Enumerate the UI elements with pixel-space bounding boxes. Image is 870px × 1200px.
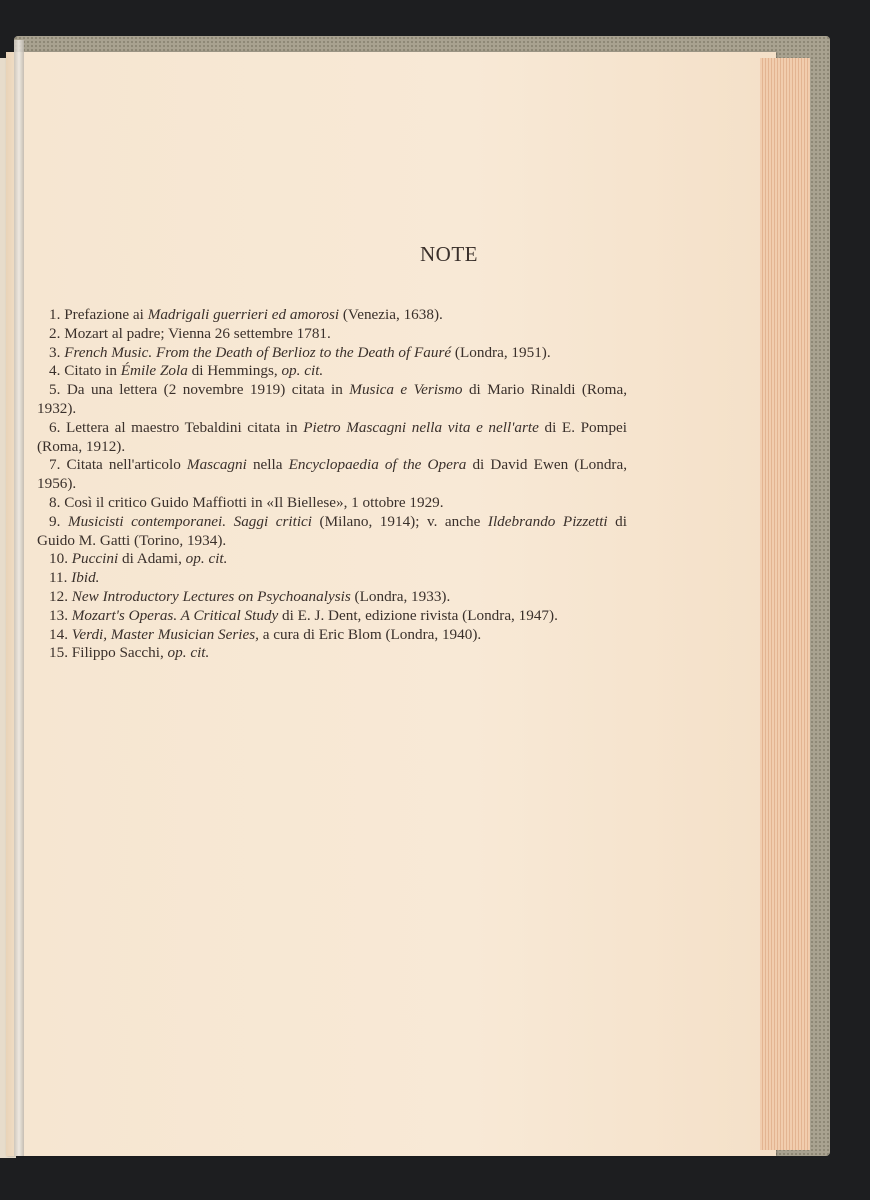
note-italic-text: Encyclopaedia of the Opera [288, 456, 467, 474]
note-item [37, 306, 627, 325]
note-number: 2. [49, 324, 65, 342]
note-italic-text: Musica e Verismo [349, 381, 463, 399]
note-item [37, 550, 627, 569]
note-number: 8. [49, 493, 65, 511]
note-item [37, 569, 627, 588]
note-number: 13. [49, 606, 72, 624]
note-item [37, 513, 627, 551]
note-text: Mozart al padre; Vienna 26 settembre 1781. [64, 324, 331, 342]
note-item [37, 419, 627, 457]
note-item [37, 381, 627, 419]
note-number: 9. [49, 512, 68, 530]
note-text: a cura di Eric Blom (Londra, 1940). [258, 625, 482, 643]
note-item [37, 494, 627, 513]
note-italic-text: Puccini [71, 550, 119, 568]
page-edges [760, 58, 810, 1150]
note-text: (Venezia, 1638). [339, 306, 443, 323]
note-number: 6. [49, 418, 66, 436]
note-text: di E. Pompei (Roma, 1912). [37, 418, 628, 455]
note-text: di Mario Rinaldi (Roma, 1932). [37, 381, 628, 417]
notes-list [37, 306, 627, 663]
note-italic-text: Madrigali guerrieri ed amorosi [147, 306, 340, 323]
page-title: NOTE [420, 242, 478, 266]
note-item [37, 588, 627, 607]
note-text: di Hemmings, [187, 362, 282, 380]
note-text: (Milano, 1914); v. anche [312, 512, 488, 530]
note-number: 4. [49, 362, 65, 380]
note-text: nella [246, 456, 289, 474]
note-item [37, 607, 627, 626]
note-italic-text: op. cit. [185, 550, 228, 568]
note-number: 7. [49, 456, 67, 474]
note-item [37, 644, 627, 663]
note-text: Filippo Sacchi, [71, 644, 168, 662]
note-text: Citato in [64, 362, 121, 380]
note-italic-text: Mozart's Operas. A Critical Study [71, 606, 279, 624]
note-number: 5. [49, 381, 67, 399]
note-number: 12. [49, 587, 72, 605]
note-italic-text: New Introductory Lectures on Psychoanalysis [71, 587, 351, 605]
note-text: di Adami, [118, 550, 186, 568]
note-item [37, 344, 627, 363]
note-text: di E. J. Dent, edizione rivista (Londra, 1947). [278, 606, 558, 624]
note-italic-text: op. cit. [167, 644, 210, 662]
note-italic-text: Émile Zola [120, 362, 188, 380]
note-number: 14. [49, 625, 72, 643]
note-number: 1. [49, 306, 65, 323]
note-italic-text: Pietro Mascagni nella vita e nell'arte [303, 418, 539, 436]
note-italic-text: Ildebrando Pizzetti [487, 512, 608, 530]
note-text: Lettera al maestro Tebaldini citata in [66, 418, 304, 436]
note-text: Prefazione ai [64, 306, 148, 323]
note-italic-text: op. cit. [281, 362, 324, 380]
note-text: Così il critico Guido Maffiotti in «Il Biellese», 1 ottobre 1929. [64, 493, 444, 511]
note-number: 11. [49, 569, 72, 587]
note-text: Da una lettera (2 novembre 1919) citata in [66, 381, 350, 399]
note-number: 15. [49, 644, 72, 662]
note-italic-text: Musicisti contemporanei. Saggi critici [67, 512, 312, 530]
note-italic-text: Mascagni [186, 456, 247, 474]
note-text: Citata nell'articolo [66, 456, 187, 474]
note-italic-text: Verdi, Master Musician Series, [71, 625, 259, 643]
note-number: 10. [49, 550, 72, 568]
note-number: 3. [49, 343, 65, 361]
note-item [37, 626, 627, 645]
note-text: di David Ewen (Londra, 1956). [37, 456, 628, 493]
note-text: (Londra, 1933). [350, 587, 451, 605]
note-italic-text: Ibid. [71, 569, 100, 587]
plastic-binding-strip [14, 40, 24, 1156]
note-item [37, 325, 627, 344]
note-item [37, 456, 627, 494]
note-text: di Guido M. Gatti (Torino, 1934). [37, 512, 627, 549]
note-text: (Londra, 1951). [451, 343, 551, 361]
note-italic-text: French Music. From the Death of Berlioz to the Death of Fauré [64, 343, 452, 361]
note-item [37, 362, 627, 381]
